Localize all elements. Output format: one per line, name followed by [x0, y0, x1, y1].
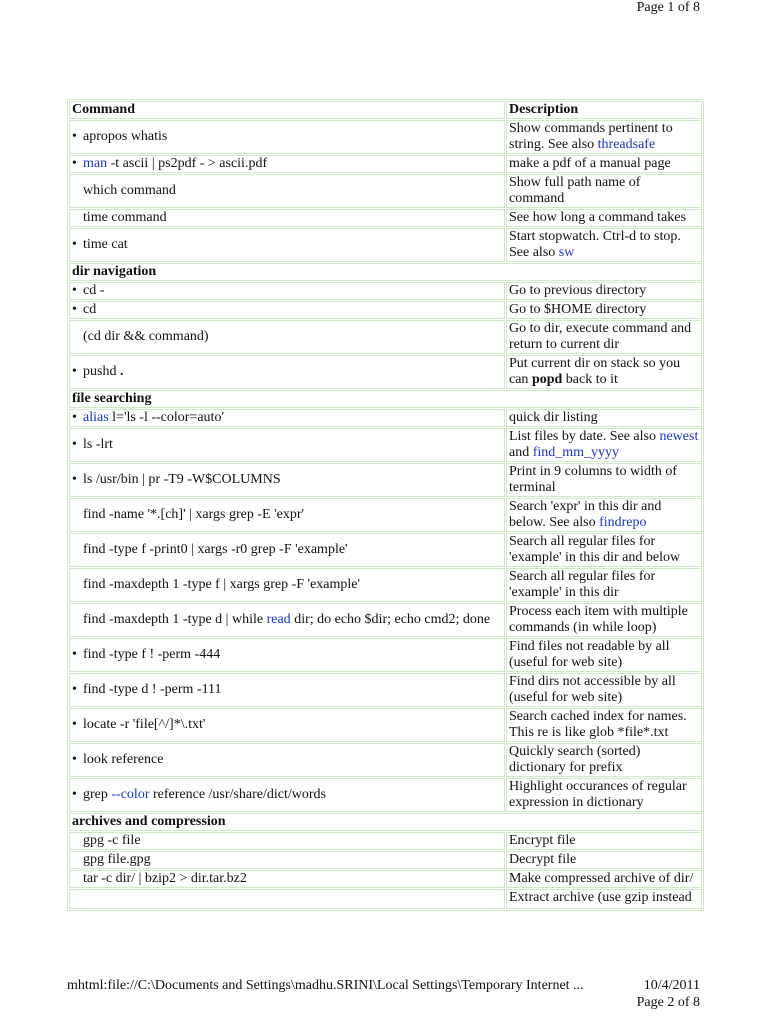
table-row [69, 603, 702, 637]
command-cell [69, 743, 505, 777]
description-text: Search 'expr' in this dir and below. See also [509, 499, 662, 530]
command-cell [69, 708, 505, 742]
command-text: grep [83, 787, 112, 802]
bullet-icon: • [72, 752, 77, 767]
command-cell [69, 638, 505, 672]
table-row [69, 409, 702, 427]
command-cell [69, 120, 505, 154]
description-cell [506, 282, 702, 300]
description-text: quick dir listing [509, 410, 598, 425]
description-text: Start stopwatch. Ctrl-d to stop. See also [509, 229, 681, 260]
table-row [69, 463, 702, 497]
bullet-icon: • [72, 717, 77, 732]
description-cell [506, 603, 702, 637]
bullet-icon: • [72, 787, 77, 802]
description-link[interactable]: threadsafe [597, 137, 656, 152]
command-cell [69, 320, 505, 354]
description-text: Go to dir, execute command and return to current dir [509, 321, 692, 352]
bullet-icon: • [72, 410, 77, 425]
description-cell [506, 743, 702, 777]
description-text: Print in 9 columns to width of terminal [509, 464, 677, 495]
table-row [69, 743, 702, 777]
table-row [69, 174, 702, 208]
description-link[interactable]: sw [558, 245, 575, 260]
section-title: archives and compression [69, 813, 702, 831]
command-text: find -type d ! -perm -111 [83, 682, 222, 697]
command-text: time command [83, 210, 167, 225]
command-text: find -maxdepth 1 -type d | while [83, 612, 267, 627]
bullet-icon: • [72, 283, 77, 298]
page-number-top: Page 1 of 8 [636, 0, 700, 15]
command-text: cd [83, 302, 97, 317]
command-text: gpg file.gpg [83, 852, 151, 867]
command-cell [69, 463, 505, 497]
description-text: back to it [562, 372, 618, 387]
description-text: See how long a command takes [509, 210, 686, 225]
description-cell [506, 301, 702, 319]
command-cell [69, 568, 505, 602]
command-cell [69, 282, 505, 300]
description-text: Show commands pertinent to string. See also [509, 121, 673, 152]
command-cell [69, 603, 505, 637]
description-text: Put current dir on stack so you can [509, 356, 681, 387]
command-text: locate -r 'file[^/]*\.txt' [83, 717, 206, 732]
description-text: make a pdf of a manual page [509, 156, 671, 171]
command-text-bold: . [119, 364, 124, 379]
description-cell [506, 320, 702, 354]
command-cell [69, 673, 505, 707]
command-cell [69, 409, 505, 427]
table-row [69, 870, 702, 888]
command-cell [69, 155, 505, 173]
command-text: reference /usr/share/dict/words [149, 787, 326, 802]
description-cell [506, 778, 702, 812]
description-text: Show full path name of command [509, 175, 641, 206]
description-cell [506, 463, 702, 497]
description-cell [506, 428, 702, 462]
bullet-icon: • [72, 156, 77, 171]
description-cell [506, 228, 702, 262]
description-cell [506, 832, 702, 850]
table-row [69, 889, 702, 909]
description-text: Make compressed archive of dir/ [509, 871, 694, 886]
description-text: Search all regular files for 'example' in this dir and below [509, 534, 681, 565]
table-row [69, 498, 702, 532]
description-text-bold: popd [531, 372, 563, 387]
description-link[interactable]: find_mm_yyyy [532, 445, 620, 460]
command-text: cd - [83, 283, 105, 298]
command-text: dir; do echo $dir; echo cmd2; done [290, 612, 491, 627]
description-cell [506, 533, 702, 567]
table-row [69, 638, 702, 672]
table-row [69, 320, 702, 354]
description-clipped [509, 890, 699, 908]
description-text: Extract archive (use gzip instead [509, 890, 692, 905]
description-link[interactable]: findrepo [599, 515, 647, 530]
command-link[interactable]: alias [83, 410, 109, 425]
column-header-command: Command [69, 101, 505, 119]
description-text: Quickly search (sorted) dictionary for prefix [509, 744, 641, 775]
command-cell [69, 209, 505, 227]
description-cell [506, 851, 702, 869]
bullet-icon: • [72, 129, 77, 144]
table-row [69, 832, 702, 850]
command-cell [69, 889, 505, 909]
bullet-icon: • [72, 302, 77, 317]
description-text: Process each item with multiple commands (in while loop) [509, 604, 688, 635]
command-cell [69, 228, 505, 262]
command-text: find -type f ! -perm -444 [83, 647, 221, 662]
description-text: List files by date. See also [509, 429, 660, 444]
command-text: look reference [83, 752, 164, 767]
section-title: file searching [69, 390, 702, 408]
command-text: find -maxdepth 1 -type f | xargs grep -F 'example' [83, 577, 361, 592]
table-row [69, 282, 702, 300]
description-text: Search all regular files for 'example' in this dir [509, 569, 656, 600]
command-text: gpg -c file [83, 833, 141, 848]
section-row [69, 813, 702, 831]
table-row [69, 673, 702, 707]
command-text: find -type f -print0 | xargs -r0 grep -F 'example' [83, 542, 348, 557]
command-text: find -name '*.[ch]' | xargs grep -E 'expr' [83, 507, 304, 522]
footer-path: mhtml:file://C:\Documents and Settings\madhu.SRINI\Local Settings\Temporary Internet ... [67, 978, 584, 993]
table-row [69, 155, 702, 173]
description-text: Encrypt file [509, 833, 576, 848]
page-footer [67, 977, 700, 1011]
section-title: dir navigation [69, 263, 702, 281]
bullet-icon: • [72, 437, 77, 452]
command-text: time cat [83, 237, 128, 252]
table-row [69, 120, 702, 154]
description-cell [506, 355, 702, 389]
page-number-bottom: Page 2 of 8 [636, 995, 700, 1010]
description-cell [506, 870, 702, 888]
description-cell [506, 409, 702, 427]
command-link[interactable]: read [266, 612, 291, 627]
command-text: pushd [83, 364, 120, 379]
description-link[interactable]: newest [659, 429, 699, 444]
command-cell [69, 355, 505, 389]
command-table [67, 99, 704, 911]
footer-date: 10/4/2011 [643, 978, 700, 993]
description-cell [506, 708, 702, 742]
command-text: ls /usr/bin | pr -T9 -W$COLUMNS [83, 472, 281, 487]
command-cell [69, 428, 505, 462]
description-text: Find dirs not accessible by all (useful for web site) [509, 674, 676, 705]
command-text: ls -lrt [83, 437, 113, 452]
table-row [69, 209, 702, 227]
command-cell [69, 174, 505, 208]
description-cell [506, 120, 702, 154]
command-cell [69, 301, 505, 319]
command-table-body [69, 101, 702, 909]
description-text: Find files not readable by all (useful for web site) [509, 639, 670, 670]
table-row [69, 228, 702, 262]
description-cell [506, 568, 702, 602]
command-link[interactable]: --color [111, 787, 150, 802]
table-header-row [69, 101, 702, 119]
command-cell [69, 498, 505, 532]
table-row [69, 533, 702, 567]
table-row [69, 708, 702, 742]
command-text: (cd dir && command) [83, 329, 209, 344]
command-text: apropos whatis [83, 129, 168, 144]
section-row [69, 263, 702, 281]
description-text: Go to $HOME directory [509, 302, 647, 317]
footer-path-row [67, 977, 700, 994]
table-row [69, 428, 702, 462]
description-cell [506, 673, 702, 707]
section-row [69, 390, 702, 408]
description-cell [506, 638, 702, 672]
command-text: l='ls -l --color=auto' [108, 410, 224, 425]
table-row [69, 355, 702, 389]
bullet-icon: • [72, 472, 77, 487]
command-text: which command [83, 183, 176, 198]
description-text: Decrypt file [509, 852, 577, 867]
command-link[interactable]: man [83, 156, 108, 171]
description-cell [506, 174, 702, 208]
table-row [69, 301, 702, 319]
command-text: -t ascii | ps2pdf - > ascii.pdf [107, 156, 268, 171]
command-cell [69, 778, 505, 812]
command-text: tar -c dir/ | bzip2 > dir.tar.bz2 [83, 871, 247, 886]
command-cell [69, 870, 505, 888]
column-header-description: Description [506, 101, 702, 119]
command-cell [69, 533, 505, 567]
bullet-icon: • [72, 364, 77, 379]
description-text: Go to previous directory [509, 283, 647, 298]
description-cell [506, 498, 702, 532]
bullet-icon: • [72, 682, 77, 697]
bullet-icon: • [72, 647, 77, 662]
command-cell [69, 851, 505, 869]
table-row [69, 568, 702, 602]
table-row [69, 778, 702, 812]
bullet-icon: • [72, 237, 77, 252]
description-text: Search cached index for names. This re is like glob *file*.txt [509, 709, 687, 740]
command-cell [69, 832, 505, 850]
description-cell [506, 209, 702, 227]
description-cell [506, 155, 702, 173]
description-text: and [509, 445, 533, 460]
table-row [69, 851, 702, 869]
description-text: Highlight occurances of regular expression in dictionary [509, 779, 687, 810]
description-cell [506, 889, 702, 909]
